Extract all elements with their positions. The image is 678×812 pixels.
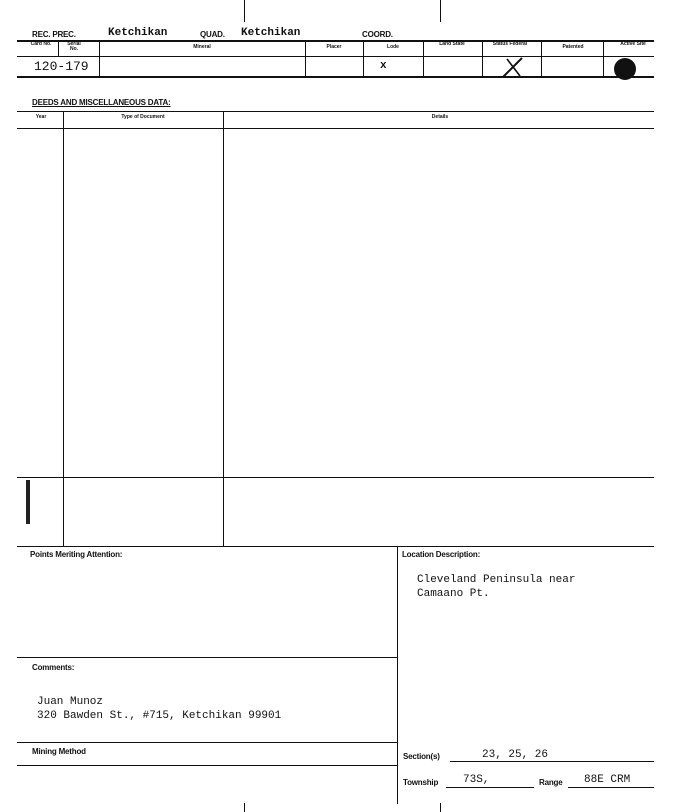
div-patented: [603, 42, 604, 76]
col-status-federal: Status Federal: [492, 41, 528, 47]
lode-mark: x: [380, 60, 387, 72]
location-line1: Cleveland Peninsula near: [417, 574, 576, 586]
header-underline: [17, 40, 654, 42]
deeds-div-1: [63, 111, 64, 546]
mining-top-line: [17, 742, 397, 743]
col-placer: Placer: [326, 44, 342, 50]
col-lode: Lode: [387, 44, 399, 50]
location-label: Location Description:: [402, 550, 481, 559]
township-label: Township: [403, 778, 439, 787]
div-serial: [99, 42, 100, 76]
mining-bottom-line: [17, 765, 397, 766]
deeds-title: DEEDS AND MISCELLANEOUS DATA:: [32, 98, 171, 107]
comments-top-line: [17, 657, 397, 658]
location-divider: [397, 546, 398, 804]
rec-prec-value: Ketchikan: [108, 27, 168, 39]
section-label: Section(s): [403, 752, 440, 761]
div-mineral: [305, 42, 306, 76]
record-underline: [17, 76, 654, 78]
status-federal-x-mark: [500, 56, 526, 78]
quad-value: Ketchikan: [241, 27, 301, 39]
comments-line2: 320 Bawden St., #715, Ketchikan 99901: [37, 710, 282, 722]
scan-mark: [26, 480, 30, 524]
points-label: Points Meriting Attention:: [30, 550, 123, 559]
top-tick-right: [440, 0, 441, 22]
section-underline: [450, 761, 654, 762]
col-active-site: Active Site: [620, 41, 646, 47]
card-no-value: 120-179: [34, 59, 89, 74]
range-value: 88E CRM: [584, 774, 631, 786]
township-value: 73S,: [463, 774, 490, 786]
col-card-no: Card No.: [30, 41, 52, 47]
col-details: Details: [431, 114, 449, 120]
div-placer: [363, 42, 364, 76]
col-patented: Patented: [562, 44, 584, 50]
comments-line1: Juan Munoz: [37, 696, 104, 708]
coord-label: COORD.: [362, 30, 393, 39]
bottom-tick-right: [440, 803, 441, 812]
quad-label: QUAD.: [200, 30, 225, 39]
bottom-tick-left: [244, 803, 245, 812]
col-year: Year: [35, 114, 47, 120]
location-line2: Camaano Pt.: [417, 588, 490, 600]
range-label: Range: [539, 778, 563, 787]
col-mineral: Mineral: [193, 44, 211, 50]
col-land-state: Land State: [439, 41, 465, 47]
col-doc-type: Type of Document: [121, 114, 165, 120]
deeds-div-2: [223, 111, 224, 546]
div-land: [482, 42, 483, 76]
rec-prec-label: REC. PREC.: [32, 30, 76, 39]
deeds-bottom-line: [17, 546, 654, 547]
div-lode: [423, 42, 424, 76]
colheader-underline: [17, 56, 654, 57]
deeds-header-line: [17, 128, 654, 129]
deeds-top-line: [17, 111, 654, 112]
deeds-fold-line: [17, 477, 654, 478]
comments-label: Comments:: [32, 663, 75, 672]
top-tick-left: [244, 0, 245, 22]
div-status: [541, 42, 542, 76]
range-underline: [568, 787, 654, 788]
div-card: [58, 42, 59, 56]
township-underline: [446, 787, 534, 788]
mining-label: Mining Method: [32, 747, 86, 756]
col-serial-no: Serial No.: [67, 41, 81, 52]
section-value: 23, 25, 26: [482, 749, 549, 761]
